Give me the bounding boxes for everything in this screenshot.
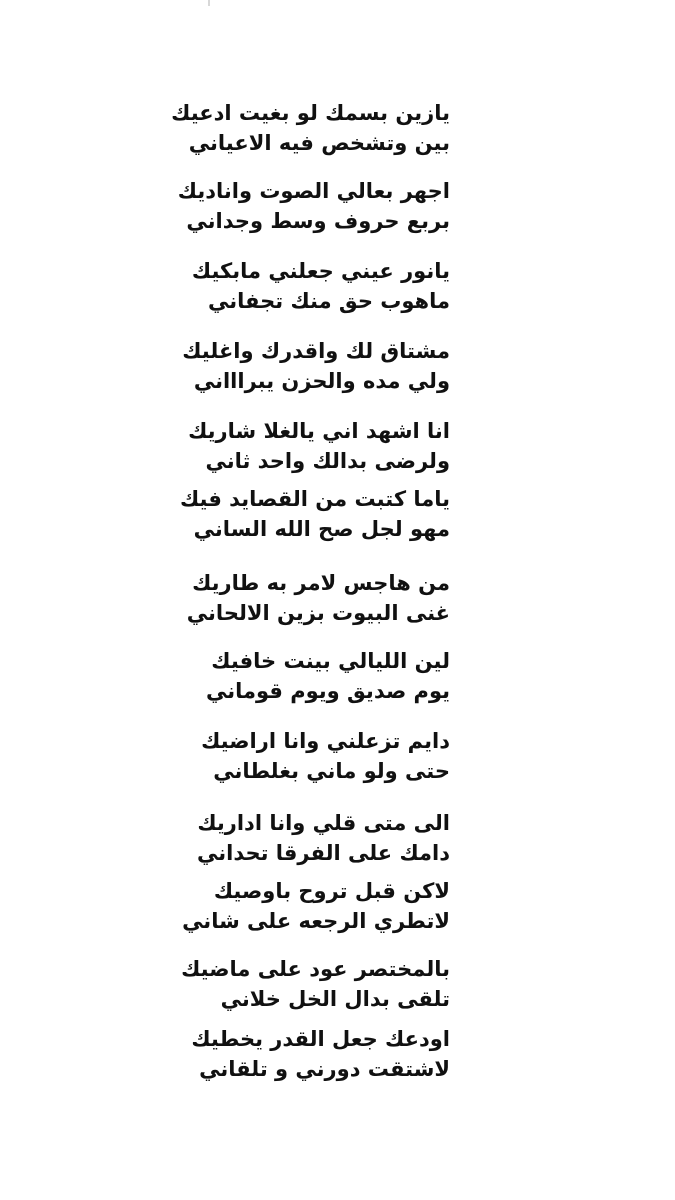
poem-line: يازين بسمك لو بغيت ادعيك (171, 101, 450, 125)
poem-line: بالمختصر عود على ماضيك (181, 957, 450, 981)
poem-line: ياما كتبت من القصايد فيك (179, 487, 450, 511)
stanza (120, 336, 450, 396)
poem-line: ماهوب حق منك تجفاني (208, 289, 450, 313)
top-edge-mark (208, 0, 210, 6)
stanza (120, 568, 450, 628)
poem-line: يانور عيني جعلني مابكيك (191, 259, 450, 283)
poem-line: من هاجس لامر به طاريك (192, 571, 450, 595)
stanza (120, 1024, 450, 1084)
stanza (120, 808, 450, 868)
stanza (120, 484, 450, 544)
poem-line: دايم تزعلني وانا اراضيك (201, 729, 450, 753)
poem-line: بين وتشخص فيه الاعياني (188, 131, 450, 155)
poem-line: ولي مده والحزن يبراااني (193, 369, 450, 393)
stanza (120, 176, 450, 236)
stanza (120, 876, 450, 936)
poem-line: بربع حروف وسط وجداني (186, 209, 450, 233)
poem-line: حتى ولو ماني بغلطاني (213, 759, 450, 783)
poem-line: لين الليالي بينت خافيك (211, 649, 450, 673)
poem-line: غنى البيوت بزين الالحاني (186, 601, 450, 625)
stanza (120, 646, 450, 706)
poem-line: لاشتقت دورني و تلقاني (199, 1057, 450, 1081)
poem-line: تلقى بدال الخل خلاني (220, 987, 450, 1011)
stanza (120, 726, 450, 786)
poem-line: اجهر بعالي الصوت واناديك (177, 179, 450, 203)
stanza (120, 954, 450, 1014)
poem-line: الى متى قلي وانا اداريك (197, 811, 450, 835)
poem-line: لاتطري الرجعه على شاني (182, 909, 450, 933)
poem-line: دامك على الفرقا تحداني (196, 841, 450, 865)
poem-line: ولرضى بدالك واحد ثاني (205, 449, 450, 473)
poem-line: لاكن قبل تروح باوصيك (213, 879, 450, 903)
poem-line: مهو لجل صح الله الساني (193, 517, 450, 541)
stanza (120, 98, 450, 158)
poem-line: يوم صديق ويوم قوماني (205, 679, 450, 703)
poem-line: مشتاق لك واقدرك واغليك (182, 339, 450, 363)
poem-line: اودعك جعل القدر يخطيك (191, 1027, 450, 1051)
poem-line: انا اشهد اني يالغلا شاريك (188, 419, 450, 443)
stanza (120, 256, 450, 316)
stanza (120, 416, 450, 476)
